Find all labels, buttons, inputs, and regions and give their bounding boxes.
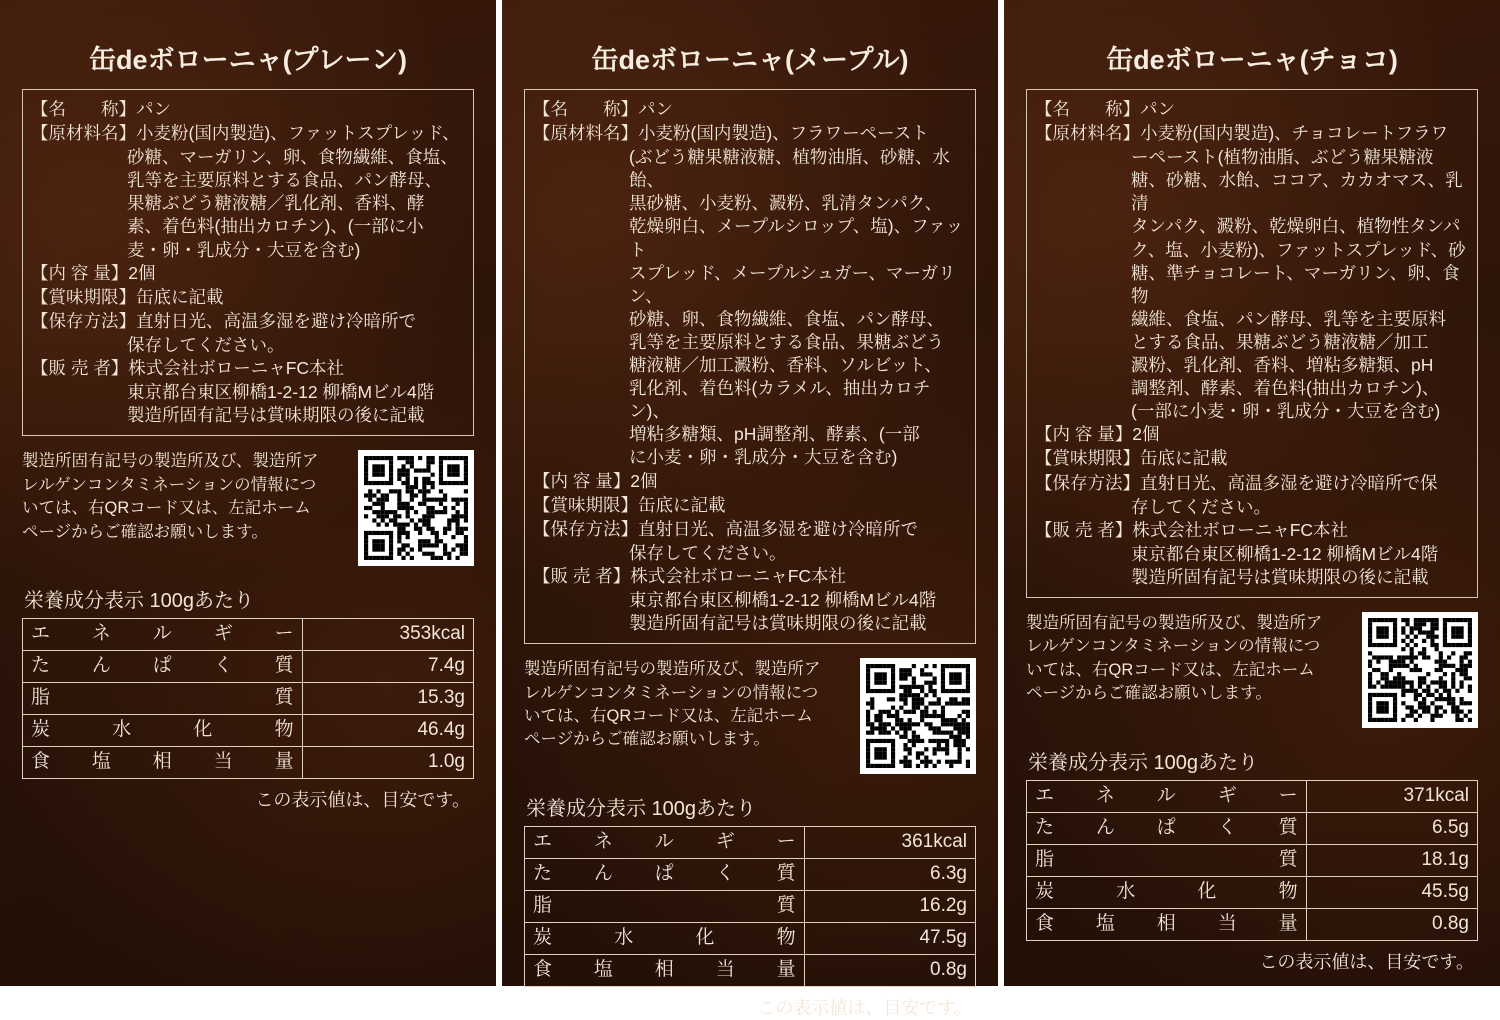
spec-row xyxy=(31,310,465,333)
spec-continuation-line: ク、塩、小麦粉)、ファットスプレッド、砂 xyxy=(1131,239,1466,260)
spec-label: 【名 称】 xyxy=(533,99,638,119)
nutrition-name: エネルギー xyxy=(525,827,805,859)
nutrition-row xyxy=(525,827,976,859)
nutrition-name: 脂質 xyxy=(1027,844,1307,876)
nutrition-row xyxy=(525,923,976,955)
qr-block xyxy=(22,450,474,566)
spec-continuation-line: 糖、砂糖、水飴、ココア、カカオマス、乳清 xyxy=(1131,170,1463,214)
spec-continuation-line: 麦・卵・乳成分・大豆を含む) xyxy=(127,239,361,260)
spec-continuation-line: 保存してください。 xyxy=(629,542,787,563)
spec-continuation-line: (ぶどう糖果糖液糖、植物油脂、砂糖、水飴、 xyxy=(629,147,950,191)
nutrition-row xyxy=(1027,876,1478,908)
nutrition-row xyxy=(23,747,474,779)
spec-row xyxy=(533,98,967,121)
nutrition-value: 47.5g xyxy=(804,923,975,955)
nutrition-value: 18.1g xyxy=(1306,844,1477,876)
spec-continuation-line: (一部に小麦・卵・乳成分・大豆を含む) xyxy=(1131,401,1441,422)
spec-label: 【賞味期限】 xyxy=(533,494,638,515)
spec-value: 直射日光、高温多湿を避け冷暗所で xyxy=(638,518,918,539)
spec-row xyxy=(533,565,967,588)
spec-row xyxy=(1035,122,1469,145)
spec-continuation-line: 糖液糖／加工澱粉、香料、ソルビット、 xyxy=(629,355,942,376)
nutrition-value: 353kcal xyxy=(302,619,473,651)
spec-continuation-line: 東京都台東区柳橋1-2-12 柳橋Mビル4階 xyxy=(127,382,435,403)
spec-label: 【原材料名】 xyxy=(533,123,638,144)
spec-continuation-line: 澱粉、乳化剤、香料、増粘多糖類、pH xyxy=(1131,355,1434,376)
panel-title: 缶deボローニャ(メープル) xyxy=(591,45,909,75)
nutrition-value: 0.8g xyxy=(804,955,975,987)
nutrition-name: 脂質 xyxy=(23,683,303,715)
nutrition-name: エネルギー xyxy=(1027,780,1307,812)
spec-value: 缶底に記載 xyxy=(136,286,224,307)
spec-continuation-line: タンパク、澱粉、乾燥卵白、植物性タンパ xyxy=(1131,216,1461,237)
nutrition-table xyxy=(1026,780,1478,941)
qr-code[interactable] xyxy=(1362,612,1478,728)
nutrition-value: 361kcal xyxy=(804,827,975,859)
spec-box xyxy=(1026,89,1478,598)
spec-box xyxy=(524,89,976,644)
spec-continuation-line: 黒砂糖、小麦粉、澱粉、乳清タンパク、 xyxy=(629,193,943,214)
spec-value: 缶底に記載 xyxy=(638,494,726,515)
spec-row xyxy=(533,518,967,541)
spec-continuation-line: 製造所固有記号は賞味期限の後に記載 xyxy=(629,613,927,634)
spec-row xyxy=(1035,98,1469,121)
spec-value: パン xyxy=(638,99,673,119)
nutrition-name: エネルギー xyxy=(23,619,303,651)
spec-continuation-line: 砂糖、マーガリン、卵、食物繊維、食塩、 xyxy=(127,147,458,168)
nutrition-row xyxy=(525,955,976,987)
spec-continuation-line: 製造所固有記号は賞味期限の後に記載 xyxy=(127,405,425,426)
spec-row xyxy=(31,262,465,285)
nutrition-name: たんぱく質 xyxy=(525,859,805,891)
nutrition-table xyxy=(524,826,976,987)
product-label-panel-3 xyxy=(1004,0,1500,986)
nutrition-name: 炭水化物 xyxy=(1027,876,1307,908)
spec-continuation-line: 調整剤、酵素、着色料(抽出カロチン)、 xyxy=(1131,378,1440,399)
spec-continuation-line: とする食品、果糖ぶどう糖液糖／加工 xyxy=(1131,331,1429,352)
spec-continuation-line: 繊維、食塩、パン酵母、乳等を主要原料 xyxy=(1131,308,1446,329)
nutrition-value: 45.5g xyxy=(1306,876,1477,908)
nutrition-value: 15.3g xyxy=(302,683,473,715)
nutrition-name: 炭水化物 xyxy=(23,715,303,747)
spec-continuation-line: 素、着色料(抽出カロチン)、(一部に小 xyxy=(127,216,424,237)
spec-continuation-line: 果糖ぶどう糖液糖／乳化剤、香料、酵 xyxy=(127,193,425,214)
spec-label: 【内 容 量】 xyxy=(533,470,631,491)
nutrition-value: 371kcal xyxy=(1306,780,1477,812)
spec-row xyxy=(31,98,465,121)
panel-title: 缶deボローニャ(プレーン) xyxy=(89,45,407,75)
nutrition-name: たんぱく質 xyxy=(23,651,303,683)
nutrition-name: 炭水化物 xyxy=(525,923,805,955)
nutrition-name: 脂質 xyxy=(525,891,805,923)
product-label-panel-2 xyxy=(502,0,998,1019)
spec-continuation-line: スプレッド、メープルシュガー、マーガリン、 xyxy=(629,262,956,306)
product-label-panel-1 xyxy=(0,0,496,986)
spec-label: 【保存方法】 xyxy=(533,518,638,539)
spec-row xyxy=(31,122,465,145)
nutrition-title: 栄養成分表示 100gあたり xyxy=(24,590,255,613)
qr-instruction-text: 製造所固有記号の製造所及び、製造所アレルゲンコンタミネーションの情報については、右QRコード又は、左記ホームページからご確認お願いします。 xyxy=(524,660,821,749)
spec-continuation-line: 東京都台東区柳橋1-2-12 柳橋Mビル4階 xyxy=(1131,543,1439,564)
spec-value: パン xyxy=(1140,99,1175,119)
spec-row xyxy=(1035,423,1469,446)
qr-code[interactable] xyxy=(358,450,474,566)
spec-continuation-line: 増粘多糖類、pH調整剤、酵素、(一部 xyxy=(629,424,920,445)
spec-value: 直射日光、高温多湿を避け冷暗所で xyxy=(136,310,416,331)
spec-label: 【名 称】 xyxy=(1035,99,1140,119)
nutrition-value: 1.0g xyxy=(302,747,473,779)
spec-continuation-line: 存してください。 xyxy=(1131,496,1271,517)
spec-value: 2個 xyxy=(1132,424,1160,445)
spec-continuation-line: 乳化剤、着色料(カラメル、抽出カロチン)、 xyxy=(629,378,931,422)
nutrition-row xyxy=(525,891,976,923)
qr-block xyxy=(524,658,976,774)
nutrition-name: 食塩相当量 xyxy=(1027,908,1307,940)
spec-row xyxy=(533,470,967,493)
spec-value: 株式会社ボローニャFC本社 xyxy=(128,358,345,379)
nutrition-value: 0.8g xyxy=(1306,908,1477,940)
nutrition-name: たんぱく質 xyxy=(1027,812,1307,844)
spec-continuation-line: 保存してください。 xyxy=(127,334,285,355)
qr-instruction-text: 製造所固有記号の製造所及び、製造所アレルゲンコンタミネーションの情報については、右QRコード又は、左記ホームページからご確認お願いします。 xyxy=(1026,613,1323,703)
spec-continuation-line: 砂糖、卵、食物繊維、食塩、パン酵母、 xyxy=(629,308,944,329)
spec-label: 【販 売 者】 xyxy=(533,565,631,586)
nutrition-value: 46.4g xyxy=(302,715,473,747)
qr-instruction-text: 製造所固有記号の製造所及び、製造所アレルゲンコンタミネーションの情報については、右QRコード又は、左記ホームページからご確認お願いします。 xyxy=(22,452,319,541)
nutrition-table xyxy=(22,618,474,779)
spec-continuation-line: に小麦・卵・乳成分・大豆を含む) xyxy=(629,447,898,468)
spec-box xyxy=(22,89,474,436)
spec-label: 【保存方法】 xyxy=(31,310,136,331)
nutrition-value: 6.3g xyxy=(804,859,975,891)
nutrition-title: 栄養成分表示 100gあたり xyxy=(1028,751,1259,774)
nutrition-row xyxy=(1027,844,1478,876)
nutrition-note: この表示値は、目安です。 xyxy=(1259,951,1474,972)
spec-row xyxy=(1035,472,1469,495)
nutrition-note: この表示値は、目安です。 xyxy=(757,998,972,1019)
nutrition-row xyxy=(525,859,976,891)
spec-continuation-line: 乳等を主要原料とする食品、果糖ぶどう xyxy=(629,331,944,352)
spec-label: 【販 売 者】 xyxy=(1035,519,1133,540)
qr-block xyxy=(1026,612,1478,728)
spec-continuation-line: 糖、準チョコレート、マーガリン、卵、食物 xyxy=(1131,262,1460,306)
spec-continuation-line: 乾燥卵白、メープルシロップ、塩)、ファット xyxy=(629,216,964,260)
nutrition-name: 食塩相当量 xyxy=(23,747,303,779)
spec-row xyxy=(533,122,967,145)
spec-continuation-line: ーペースト(植物油脂、ぶどう糖果糖液 xyxy=(1131,147,1434,168)
spec-continuation-line: 製造所固有記号は賞味期限の後に記載 xyxy=(1131,566,1429,587)
spec-value: 小麦粉(国内製造)、チョコレートフラワ xyxy=(1140,123,1449,144)
nutrition-row xyxy=(23,651,474,683)
spec-continuation-line: 乳等を主要原料とする食品、パン酵母、 xyxy=(127,170,442,191)
spec-row xyxy=(1035,519,1469,542)
spec-label: 【内 容 量】 xyxy=(31,262,129,283)
spec-value: 直射日光、高温多湿を避け冷暗所で保 xyxy=(1140,472,1438,493)
nutrition-value: 6.5g xyxy=(1306,812,1477,844)
spec-value: 株式会社ボローニャFC本社 xyxy=(630,565,847,586)
nutrition-row xyxy=(23,683,474,715)
spec-label: 【原材料名】 xyxy=(31,123,136,144)
spec-value: 2個 xyxy=(128,262,156,283)
nutrition-note: この表示値は、目安です。 xyxy=(255,790,470,811)
spec-label: 【販 売 者】 xyxy=(31,358,129,379)
spec-value: 小麦粉(国内製造)、フラワーペースト xyxy=(638,123,929,144)
nutrition-row xyxy=(1027,780,1478,812)
spec-label: 【賞味期限】 xyxy=(1035,448,1140,469)
spec-row xyxy=(1035,447,1469,470)
spec-value: 小麦粉(国内製造)、ファットスプレッド、 xyxy=(136,123,460,144)
spec-value: 2個 xyxy=(630,470,658,491)
nutrition-name: 食塩相当量 xyxy=(525,955,805,987)
spec-label: 【内 容 量】 xyxy=(1035,424,1133,445)
nutrition-row xyxy=(1027,908,1478,940)
nutrition-value: 16.2g xyxy=(804,891,975,923)
spec-continuation-line: 東京都台東区柳橋1-2-12 柳橋Mビル4階 xyxy=(629,589,937,610)
spec-value: 株式会社ボローニャFC本社 xyxy=(1132,519,1349,540)
qr-code[interactable] xyxy=(860,658,976,774)
panel-title: 缶deボローニャ(チョコ) xyxy=(1106,45,1398,75)
spec-row xyxy=(31,286,465,309)
nutrition-row xyxy=(1027,812,1478,844)
spec-label: 【保存方法】 xyxy=(1035,472,1140,493)
spec-label: 【原材料名】 xyxy=(1035,123,1140,144)
nutrition-title: 栄養成分表示 100gあたり xyxy=(526,798,757,821)
spec-label: 【賞味期限】 xyxy=(31,286,136,307)
spec-row xyxy=(533,494,967,517)
nutrition-value: 7.4g xyxy=(302,651,473,683)
spec-value: 缶底に記載 xyxy=(1140,448,1228,469)
spec-value: パン xyxy=(136,99,171,119)
nutrition-row xyxy=(23,619,474,651)
nutrition-row xyxy=(23,715,474,747)
spec-row xyxy=(31,357,465,380)
spec-label: 【名 称】 xyxy=(31,99,136,119)
